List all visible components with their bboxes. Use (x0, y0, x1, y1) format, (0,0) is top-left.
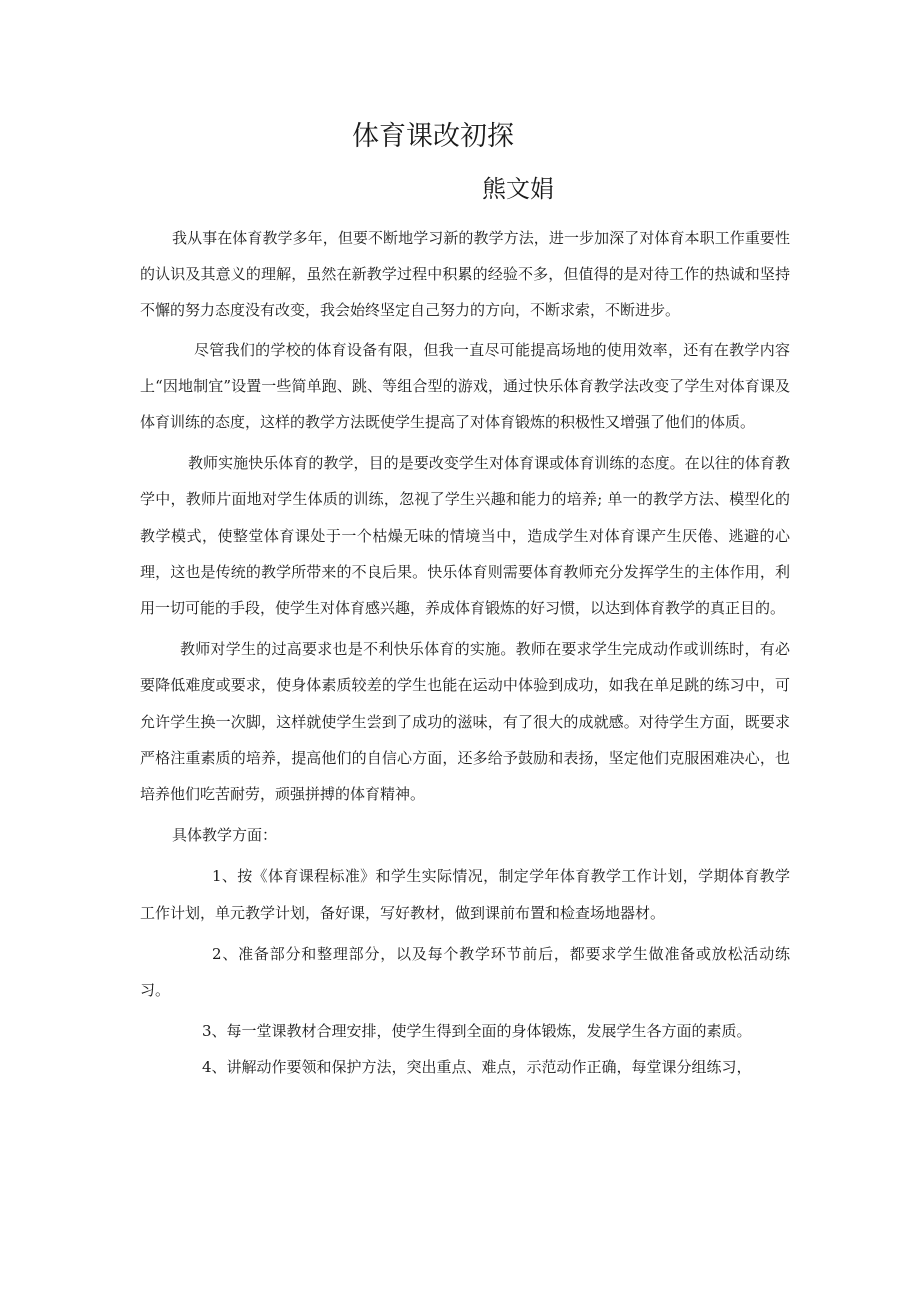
list-item-1: 1、按《体育课程标准》和学生实际情况，制定学年体育教学工作计划，学期体育教学工作计划，单元教学计划，备好课，写好教材，做到课前布置和检查场地器材。 (140, 867, 790, 922)
list-item-4: 4、讲解动作要领和保护方法，突出重点、难点，示范动作正确，每堂课分组练习， (202, 1058, 752, 1077)
document-title: 体育课改初探 (352, 121, 514, 152)
document-body (140, 220, 790, 1086)
list-item-2: 2、准备部分和整理部分，以及每个教学环节前后，都要求学生做准备或放松活动练习。 (140, 944, 790, 1000)
paragraph-specific-heading: 具体教学方面： (172, 826, 278, 845)
paragraph-intro: 我从事在体育教学多年，但要不断地学习新的教学方法，进一步加深了对体育本职工作重要性的认识及其意义的理解，虽然在新教学过程中积累的经验不多，但值得的是对待工作的热诚和坚持不懈的努力态度没有改变，我会始终坚定自己努力的方向，不断求索，不断进步。 (140, 229, 790, 320)
paragraph-happy-pe: 教师实施快乐体育的教学，目的是要改变学生对体育课或体育训练的态度。在以往的体育教学中，教师片面地对学生体质的训练，忽视了学生兴趣和能力的培养; 单一的教学方法、模型化的教学模式，使整堂体育课处于一个枯燥无味的情境当中，造成学生对体育课产生厌倦、逃避的心理，这也是传统的教学所带来的不良后果。快乐体育则需要体育教师充分发挥学生的主体作用，利用一切可能的手段，使学生对体育感兴趣，养成体育锻炼的好习惯，以达到体育教学的真正目的。 (140, 454, 790, 618)
list-item-3: 3、每一堂课教材合理安排，使学生得到全面的身体锻炼，发展学生各方面的素质。 (202, 1022, 752, 1041)
document-author: 熊文娟 (482, 175, 554, 203)
paragraph-facilities: 尽管我们的学校的体育设备有限，但我一直尽可能提高场地的使用效率，还有在教学内容上“因地制宜”设置一些简单跑、跳、等组合型的游戏，通过快乐体育教学法改变了学生对体育课及体育训练的态度，这样的教学方法既使学生提高了对体育锻炼的积极性又增强了他们的体质。 (140, 340, 790, 432)
paragraph-requirements: 教师对学生的过高要求也是不利快乐体育的实施。教师在要求学生完成动作或训练时，有必要降低难度或要求，使身体素质较差的学生也能在运动中体验到成功，如我在单足跳的练习中，可允许学生换一次脚，这样就使学生尝到了成功的滋味，有了很大的成就感。对待学生方面，既要求严格注重素质的培养，提高他们的自信心方面，还多给予鼓励和表扬，坚定他们克服困难决心，也培养他们吃苦耐劳，顽强拼搏的体育精神。 (140, 640, 790, 804)
